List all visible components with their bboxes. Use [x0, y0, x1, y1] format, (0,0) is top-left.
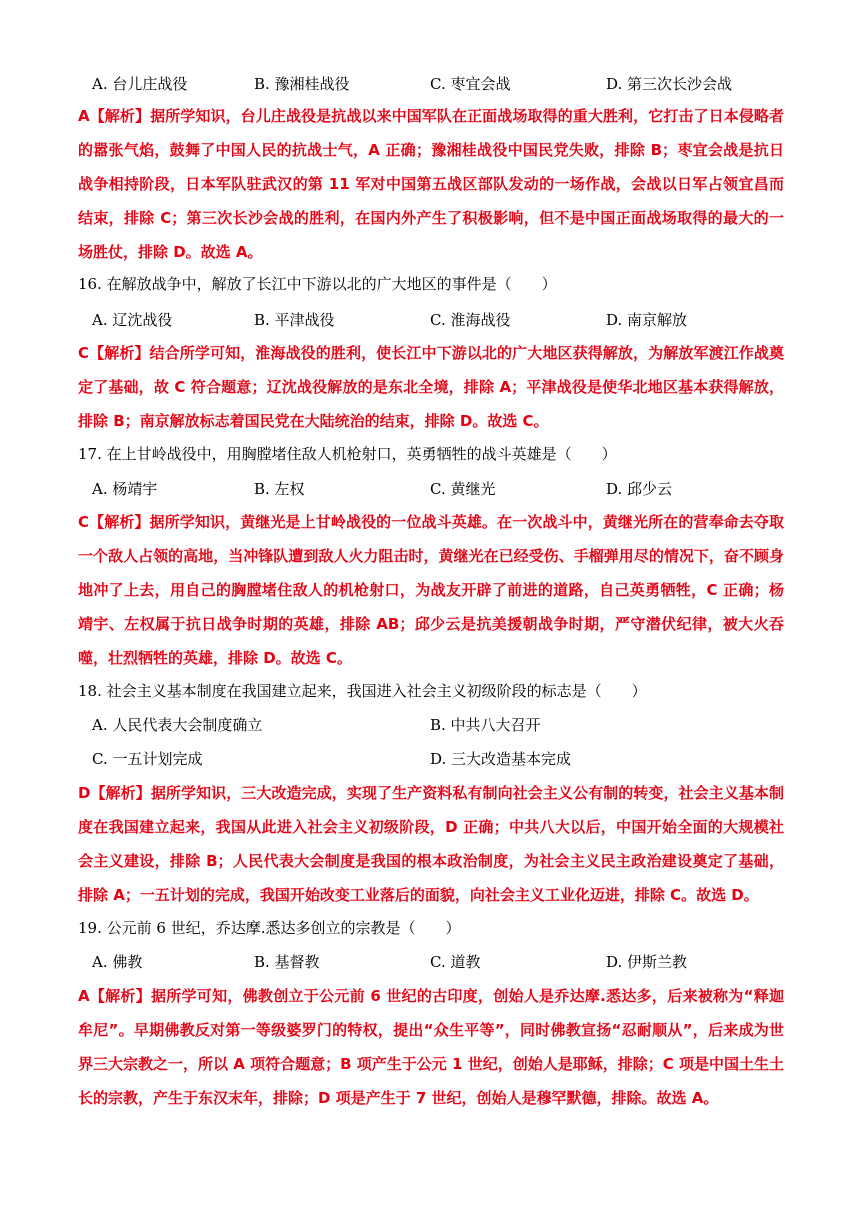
- q18-option-a: A. 人民代表大会制度确立: [92, 716, 263, 734]
- q18-answer-explanation: D【解析】据所学知识，三大改造完成，实现了生产资料私有制向社会主义公有制的转变，社会主义基本制度在我国建立起来，我国从此进入社会主义初级阶段，D 正确；中共八大以后，中国开始全面的大规模社会主义建设，排除 B；人民代表大会制度是我国的根本政治制度，为社会主义民主政治建设奠定了基础，排除 A；一五计划的完成，我国开始改变工业落后的面貌，向社会主义工业化迈进，排除 C。故选 D。: [78, 784, 784, 904]
- q15-option-a: A. 台儿庄战役: [92, 75, 188, 93]
- q17-option-c: C. 黄继光: [430, 480, 496, 498]
- q16-option-d: D. 南京解放: [606, 311, 688, 329]
- q15-option-c: C. 枣宜会战: [430, 75, 511, 93]
- q17-answer-explanation: C【解析】据所学知识，黄继光是上甘岭战役的一位战斗英雄。在一次战斗中，黄继光所在的营奉命去夺取一个敌人占领的高地，当冲锋队遭到敌人火力阻击时，黄继光在已经受伤、手榴弹用尽的情况下，奋不顾身地冲了上去，用自己的胸膛堵住敌人的机枪射口，为战友开辟了前进的道路，自己英勇牺牲，C 正确；杨靖宇、左权属于抗日战争时期的英雄，排除 AB；邱少云是抗美援朝战争时期，严守潜伏纪律，被大火吞噬，壮烈牺牲的英雄，排除 D。故选 C。: [78, 513, 784, 667]
- q19-option-d: D. 伊斯兰教: [606, 953, 688, 971]
- q19-option-b: B. 基督教: [254, 953, 320, 971]
- q16-option-b: B. 平津战役: [254, 311, 335, 329]
- q15-option-b: B. 豫湘桂战役: [254, 75, 350, 93]
- q19-option-a: A. 佛教: [92, 953, 143, 971]
- q18-question: 18. 社会主义基本制度在我国建立起来，我国进入社会主义初级阶段的标志是（ ）: [78, 682, 647, 700]
- q18-option-d: D. 三大改造基本完成: [430, 750, 572, 768]
- q18-option-b: B. 中共八大召开: [430, 716, 541, 734]
- q15-option-d: D. 第三次长沙会战: [606, 75, 733, 93]
- q17-option-d: D. 邱少云: [606, 480, 673, 498]
- q19-answer-explanation: A【解析】据所学可知，佛教创立于公元前 6 世纪的古印度，创始人是乔达摩.悉达多，后来被称为“释迦牟尼”。早期佛教反对第一等级婆罗门的特权，提出“众生平等”，同时佛教宣扬“忍耐顺从”，后来成为世界三大宗教之一，所以 A 项符合题意；B 项产生于公元 1 世纪，创始人是耶稣，排除；C 项是中国土生土长的宗教，产生于东汉末年，排除；D 项是产生于 7 世纪，创始人是穆罕默德，排除。故选 A。: [78, 987, 784, 1107]
- q16-option-a: A. 辽沈战役: [92, 311, 173, 329]
- q17-option-b: B. 左权: [254, 480, 305, 498]
- q19-option-c: C. 道教: [430, 953, 481, 971]
- q15-answer-explanation: A【解析】据所学知识，台儿庄战役是抗战以来中国军队在正面战场取得的重大胜利，它打击了日本侵略者的嚣张气焰，鼓舞了中国人民的抗战士气，A 正确；豫湘桂战役中国民党失败，排除 B；枣宜会战是抗日战争相持阶段，日本军队驻武汉的第 11 军对中国第五战区部队发动的一场作战，会战以日军占领宜昌而结束，排除 C；第三次长沙会战的胜利，在国内外产生了积极影响，但不是中国正面战场取得的最大的一场胜仗，排除 D。故选 A。: [78, 107, 784, 261]
- q18-option-c: C. 一五计划完成: [92, 750, 203, 768]
- q16-answer-explanation: C【解析】结合所学可知，淮海战役的胜利，使长江中下游以北的广大地区获得解放，为解放军渡江作战奠定了基础，故 C 符合题意；辽沈战役解放的是东北全境，排除 A；平津战役是使华北地区基本获得解放，排除 B；南京解放标志着国民党在大陆统治的结束，排除 D。故选 C。: [78, 344, 784, 430]
- q16-question: 16. 在解放战争中，解放了长江中下游以北的广大地区的事件是（ ）: [78, 275, 557, 293]
- q16-option-c: C. 淮海战役: [430, 311, 511, 329]
- q17-option-a: A. 杨靖宇: [92, 480, 158, 498]
- q19-question: 19. 公元前 6 世纪，乔达摩.悉达多创立的宗教是（ ）: [78, 919, 461, 937]
- q17-question: 17. 在上甘岭战役中，用胸膛堵住敌人机枪射口，英勇牺牲的战斗英雄是（ ）: [78, 445, 617, 463]
